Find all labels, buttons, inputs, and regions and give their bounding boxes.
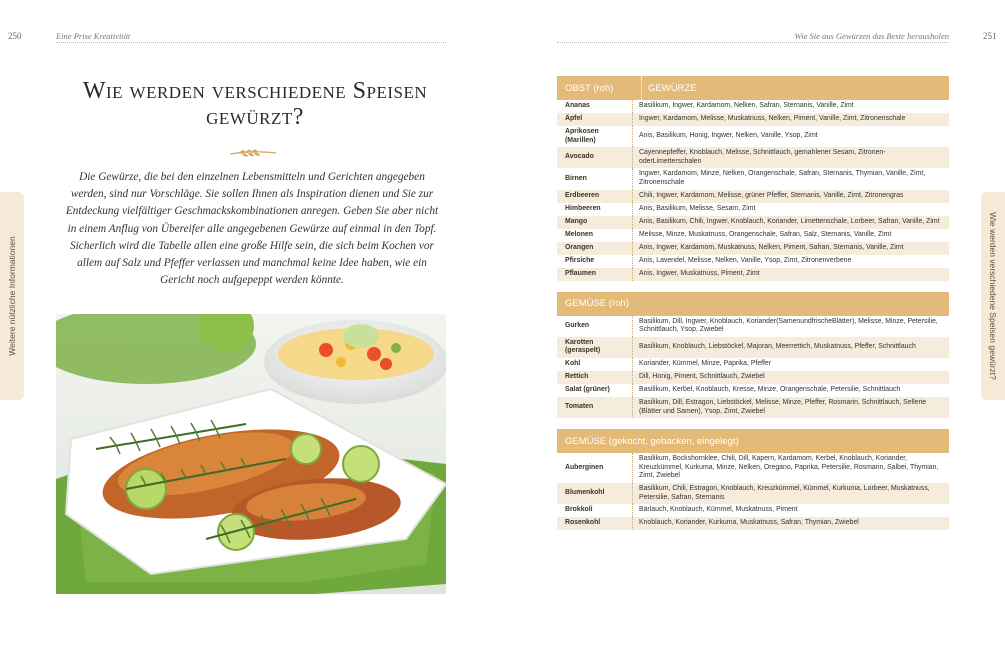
food-name: Aprikosen (Marillen) xyxy=(557,126,633,147)
table-row xyxy=(557,147,949,168)
left-page xyxy=(0,0,502,648)
food-name: Ananas xyxy=(557,100,633,113)
spice-list: Koriander, Kümmel, Minze, Paprika, Pfeffer xyxy=(639,360,772,368)
table-row xyxy=(557,397,949,418)
table-section-obst xyxy=(557,76,949,281)
food-name: Pflaumen xyxy=(557,268,633,281)
spice-list: Anis, Lavendel, Melisse, Nelken, Vanille, Ysop, Zimt, Zitronenverbene xyxy=(639,256,852,264)
table-row xyxy=(557,242,949,255)
table-row xyxy=(557,216,949,229)
side-tab-right xyxy=(981,192,1005,400)
header-rule-right xyxy=(557,42,949,43)
table-row xyxy=(557,358,949,371)
running-head-right: Wie Sie aus Gewürzen das Beste herausholen xyxy=(794,31,949,41)
page-number-left: 250 xyxy=(8,31,22,41)
page-number-right: 251 xyxy=(983,31,997,41)
food-name: Avocado xyxy=(557,147,633,168)
food-name: Rettich xyxy=(557,371,633,384)
page-title: Wie werden verschiedene Speisen gewürzt? xyxy=(82,78,428,130)
table-row xyxy=(557,113,949,126)
food-name: Pfirsiche xyxy=(557,255,633,268)
spice-list: Basilikum, Kerbel, Knoblauch, Kresse, Minze, Orangenschale, Petersilie, Schnittlauch xyxy=(639,386,901,394)
table-row xyxy=(557,100,949,113)
spice-table xyxy=(557,76,949,541)
section-header xyxy=(557,429,949,453)
food-name: Tomaten xyxy=(557,397,633,418)
food-name: Orangen xyxy=(557,242,633,255)
chicken-dish-image xyxy=(56,314,446,594)
food-name: Melonen xyxy=(557,229,633,242)
food-name: Karotten (geraspelt) xyxy=(557,337,633,358)
section-header xyxy=(557,292,949,316)
spice-list: Anis, Basilikum, Chili, Ingwer, Knoblauch, Koriander, Limettenschale, Lorbeer, Safran, Vanille, Zimt xyxy=(639,217,940,225)
spice-list: Anis, Basilikum, Melisse, Sesam, Zimt xyxy=(639,204,756,212)
section-header-col1: GEMÜSE (roh) xyxy=(565,298,629,310)
wheat-ornament-icon xyxy=(228,147,278,159)
table-row xyxy=(557,371,949,384)
side-tab-left xyxy=(0,192,24,400)
table-row xyxy=(557,384,949,397)
food-name: Gurken xyxy=(557,316,633,337)
section-header-col2: GEWÜRZE xyxy=(648,82,697,94)
intro-paragraph: Die Gewürze, die bei den einzelnen Lebensmitteln und Gerichten angegeben werden, sind nur Vorschläge. Sie sollen Ihnen als Inspiration dienen und Sie zur Entdeckung vielfältiger Geschmackskombinationen anregen. Geben Sie aber nicht in einem Anflug von Übereifer alle angegebenen Gewürze auf einmal in den Topf. Sicherlich wird die Tabelle allen eine große Hilfe sein, die sich beim Kochen vor allem auf Salz und Pfeffer verlassen und manchmal keine Idee haben, wie ein Gericht noch aufgepeppt werden könnte. xyxy=(65,171,439,287)
food-name: Auberginen xyxy=(557,453,633,483)
spice-list: Basilikum, Ingwer, Kardamom, Nelken, Safran, Sternanis, Vanille, Zimt xyxy=(639,102,854,110)
spice-list: Basilikum, Chili, Estragon, Knoblauch, Kreuzkümmel, Kümmel, Kurkuma, Lorbeer, Muskatnuss, Petersilie, Safran, Sternanis xyxy=(639,484,930,501)
side-tab-right-label: Wie werden verschiedene Speisen gewürzt? xyxy=(988,212,998,380)
table-row xyxy=(557,453,949,483)
spice-list: Basilikum, Dill, Estragon, Liebstöckel, Melisse, Minze, Pfeffer, Rosmarin, Schnittlauch, Sellerie (Blätter und Samen), Ysop, Zimt, Zwiebel xyxy=(639,398,927,415)
side-tab-left-label: Weitere nützliche Informationen xyxy=(7,236,17,356)
table-row xyxy=(557,268,949,281)
food-name: Himbeeren xyxy=(557,203,633,216)
food-name: Salat (grüner) xyxy=(557,384,633,397)
spice-list: Dill, Honig, Piment, Schnittlauch, Zwiebel xyxy=(639,373,765,381)
food-photo xyxy=(56,314,446,594)
table-row xyxy=(557,483,949,504)
spice-list: Anis, Ingwer, Muskatnuss, Piment, Zimt xyxy=(639,269,760,277)
running-head-left: Eine Prise Kreativität xyxy=(56,31,131,41)
food-name: Brokkoli xyxy=(557,504,633,517)
table-row xyxy=(557,229,949,242)
spice-list: Cayennepfeffer, Knoblauch, Melisse, Schnittlauch, gemahlener Sesam, Zitronen-oderLimetterschalen xyxy=(639,149,886,165)
spice-list: Ingwer, Kardamom, Melisse, Muskatnuss, Nelken, Piment, Vanille, Zimt, Zitronenschale xyxy=(639,115,906,123)
table-row xyxy=(557,255,949,268)
table-section-gemuese-roh xyxy=(557,292,949,419)
table-row xyxy=(557,504,949,517)
spice-list: Bärlauch, Knoblauch, Kümmel, Muskatnuss, Piment xyxy=(639,506,798,514)
spice-list: Anis, Ingwer, Kardamom, Muskatnuss, Nelken, Piment, Safran, Sternanis, Vanille, Zimt xyxy=(639,243,904,251)
table-row xyxy=(557,126,949,147)
table-row xyxy=(557,517,949,530)
spice-list: Basilikum, Bockshornklee, Chili, Dill, Kapern, Kardamom, Kerbel, Knoblauch, Koriander, Kreuzkümmel, Kurkuma, Minze, Nelken, Oregano, Paprika, Petersilie, Rosmarin, Salbei, Thymian, Zimt, Zwiebel xyxy=(639,455,939,480)
food-name: Blumenkohl xyxy=(557,483,633,504)
header-rule-left xyxy=(56,42,446,43)
spice-list: Basilikum, Knoblauch, Liebstöckel, Majoran, Meerrettich, Muskatnuss, Pfeffer, Schnittlauch xyxy=(639,343,916,351)
table-row xyxy=(557,203,949,216)
spice-list: Ingwer, Kardamom, Minze, Nelken, Orangenschale, Safran, Sternanis, Thymian, Vanille, Zimt, Zitronenschale xyxy=(639,170,926,186)
spice-list: Melisse, Minze, Muskatnuss, Orangenschale, Safran, Salz, Sternanis, Vanille, Zimt xyxy=(639,230,892,238)
table-row xyxy=(557,190,949,203)
food-name: Kohl xyxy=(557,358,633,371)
spice-list: Anis, Basilikum, Honig, Ingwer, Nelken, Vanille, Ysop, Zimt xyxy=(639,132,818,140)
section-header-col1: OBST (roh) xyxy=(557,76,642,100)
food-name: Äpfel xyxy=(557,113,633,126)
table-row xyxy=(557,168,949,189)
section-header xyxy=(557,76,949,100)
section-header-col1: GEMÜSE (gekocht, gebacken, eingelegt) xyxy=(565,435,739,447)
food-name: Birnen xyxy=(557,168,633,189)
spice-list: Basilikum, Dill, Ingwer, Knoblauch, Koriander(SamenundfrischeBlätter), Melisse, Minze, Petersilie, Schnittlauch, Ysop, Zwiebel xyxy=(639,317,938,334)
spice-list: Knoblauch, Koriander, Kurkuma, Muskatnuss, Safran, Thymian, Zwiebel xyxy=(639,519,859,527)
food-name: Mango xyxy=(557,216,633,229)
spice-list: Chili, Ingwer, Kardamom, Melisse, grüner Pfeffer, Sternanis, Vanille, Zimt, Zitronengras xyxy=(639,191,904,199)
table-row xyxy=(557,316,949,337)
food-name: Rosenkohl xyxy=(557,517,633,530)
table-section-gemuese-gekocht xyxy=(557,429,949,530)
food-name: Erdbeeren xyxy=(557,190,633,203)
table-row xyxy=(557,337,949,358)
